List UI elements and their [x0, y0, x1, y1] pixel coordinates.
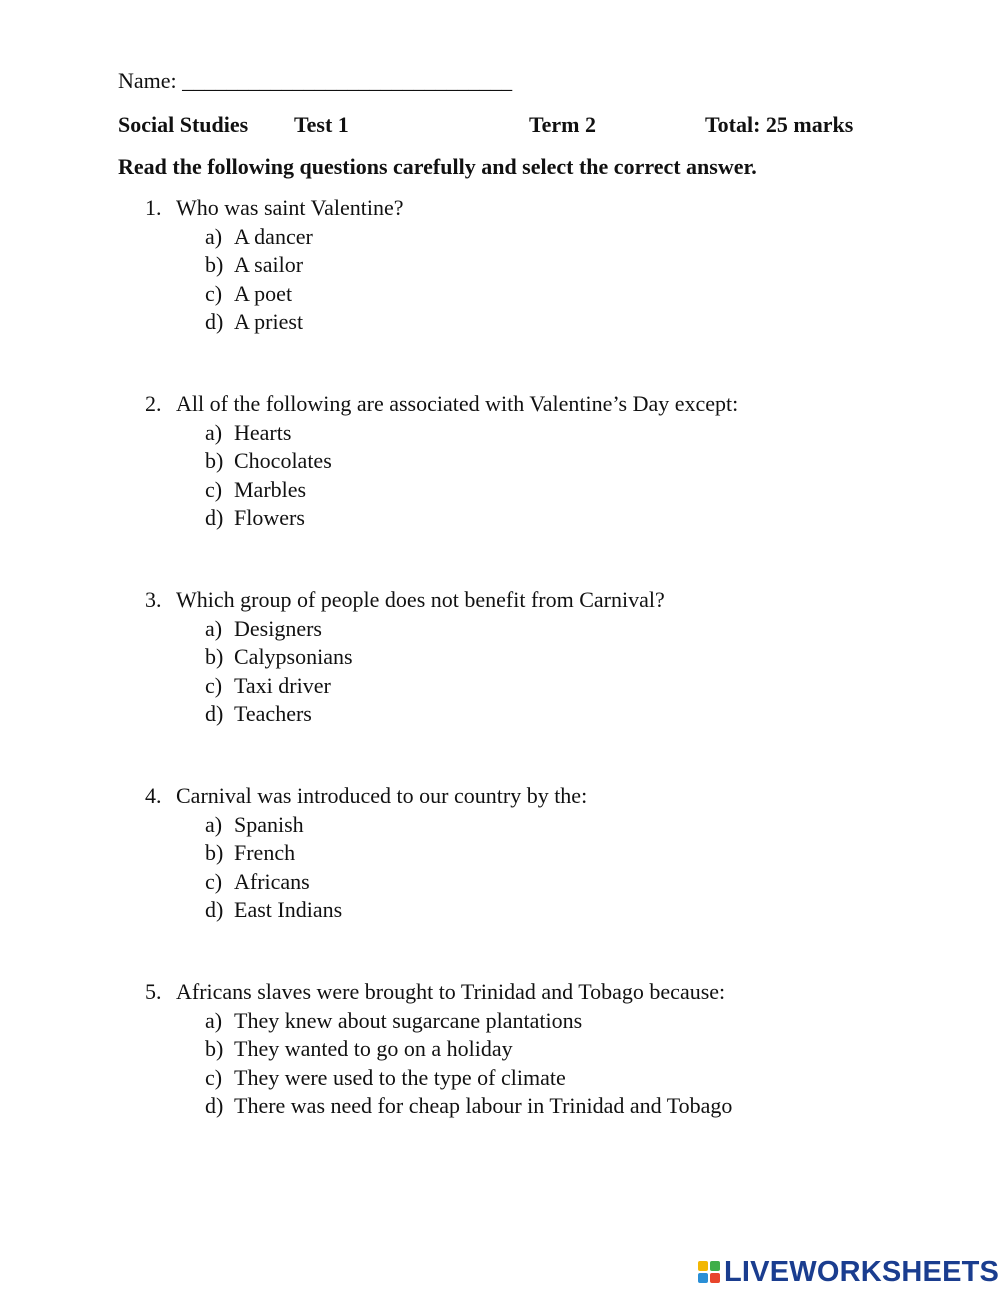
subject-label: Social Studies	[118, 112, 249, 137]
liveworksheets-logo	[698, 1257, 999, 1287]
question-number: 3.	[145, 587, 162, 612]
option-letter: d)	[205, 701, 224, 726]
question-prompt: Who was saint Valentine?	[176, 195, 404, 220]
option-a[interactable]	[145, 811, 587, 840]
option-letter: c)	[205, 280, 223, 306]
option-d[interactable]	[145, 896, 587, 925]
option-letter: c)	[205, 672, 223, 698]
option-a[interactable]	[145, 1007, 732, 1036]
question-3	[145, 586, 665, 729]
option-letter: c)	[205, 1064, 223, 1090]
question-text	[145, 586, 665, 615]
option-letter: a)	[205, 1007, 223, 1033]
option-text: Designers	[234, 615, 322, 641]
instructions: Read the following questions carefully and select the correct answer.	[118, 154, 757, 179]
question-2	[145, 390, 738, 533]
option-a[interactable]	[145, 223, 403, 252]
option-text: French	[234, 840, 296, 865]
option-letter: a)	[205, 419, 223, 445]
option-d[interactable]	[145, 504, 738, 533]
option-letter: b)	[205, 448, 224, 473]
option-b[interactable]	[145, 1035, 732, 1064]
option-d[interactable]	[145, 308, 403, 337]
option-text: A priest	[234, 309, 304, 334]
logo-text: LIVEWORKSHEETS	[724, 1255, 1000, 1288]
option-text: They were used to the type of climate	[234, 1064, 566, 1090]
question-prompt: Carnival was introduced to our country by the:	[176, 783, 588, 808]
question-prompt: Which group of people does not benefit from Carnival?	[176, 587, 665, 612]
question-1	[145, 194, 403, 337]
option-b[interactable]	[145, 839, 587, 868]
option-d[interactable]	[145, 700, 665, 729]
option-letter: b)	[205, 644, 224, 669]
option-letter: b)	[205, 840, 224, 865]
option-c[interactable]	[145, 280, 403, 309]
option-text: There was need for cheap labour in Trinidad and Tobago	[234, 1093, 733, 1118]
option-text: Flowers	[234, 505, 305, 530]
option-text: Spanish	[234, 811, 304, 837]
option-b[interactable]	[145, 251, 403, 280]
option-c[interactable]	[145, 868, 587, 897]
option-letter: d)	[205, 505, 224, 530]
name-field-label: Name: ______________________________	[118, 68, 513, 93]
question-4	[145, 782, 587, 925]
question-number: 2.	[145, 391, 162, 416]
option-letter: a)	[205, 811, 223, 837]
option-c[interactable]	[145, 1064, 732, 1093]
question-text	[145, 782, 587, 811]
option-letter: d)	[205, 309, 224, 334]
option-text: Hearts	[234, 419, 292, 445]
option-c[interactable]	[145, 476, 738, 505]
option-text: Calypsonians	[234, 644, 353, 669]
question-prompt: Africans slaves were brought to Trinidad and Tobago because:	[176, 979, 726, 1004]
option-letter: b)	[205, 252, 224, 277]
option-text: Taxi driver	[234, 672, 331, 698]
question-number: 4.	[145, 783, 162, 808]
option-text: A sailor	[234, 252, 304, 277]
option-letter: a)	[205, 615, 223, 641]
option-text: Marbles	[234, 476, 307, 502]
option-letter: b)	[205, 1036, 224, 1061]
question-number: 5.	[145, 979, 162, 1004]
option-a[interactable]	[145, 615, 665, 644]
option-text: Africans	[234, 868, 310, 894]
option-a[interactable]	[145, 419, 738, 448]
option-d[interactable]	[145, 1092, 732, 1121]
option-text: Teachers	[234, 701, 312, 726]
option-text: They knew about sugarcane plantations	[234, 1007, 583, 1033]
question-number: 1.	[145, 195, 162, 220]
option-letter: c)	[205, 476, 223, 502]
question-text	[145, 390, 738, 419]
option-text: East Indians	[234, 897, 343, 922]
question-5	[145, 978, 732, 1121]
option-letter: c)	[205, 868, 223, 894]
logo-blocks-icon	[698, 1261, 720, 1283]
option-b[interactable]	[145, 643, 665, 672]
option-letter: d)	[205, 1093, 224, 1118]
option-c[interactable]	[145, 672, 665, 701]
option-text: A dancer	[234, 223, 313, 249]
option-b[interactable]	[145, 447, 738, 476]
term-label: Term 2	[529, 112, 597, 137]
test-label: Test 1	[294, 112, 349, 137]
question-prompt: All of the following are associated with Valentine’s Day except:	[176, 391, 739, 416]
option-text: They wanted to go on a holiday	[234, 1036, 513, 1061]
option-text: A poet	[234, 280, 293, 306]
option-letter: a)	[205, 223, 223, 249]
question-text	[145, 978, 732, 1007]
option-letter: d)	[205, 897, 224, 922]
option-text: Chocolates	[234, 448, 332, 473]
total-marks-label: Total: 25 marks	[705, 112, 854, 137]
question-text	[145, 194, 403, 223]
